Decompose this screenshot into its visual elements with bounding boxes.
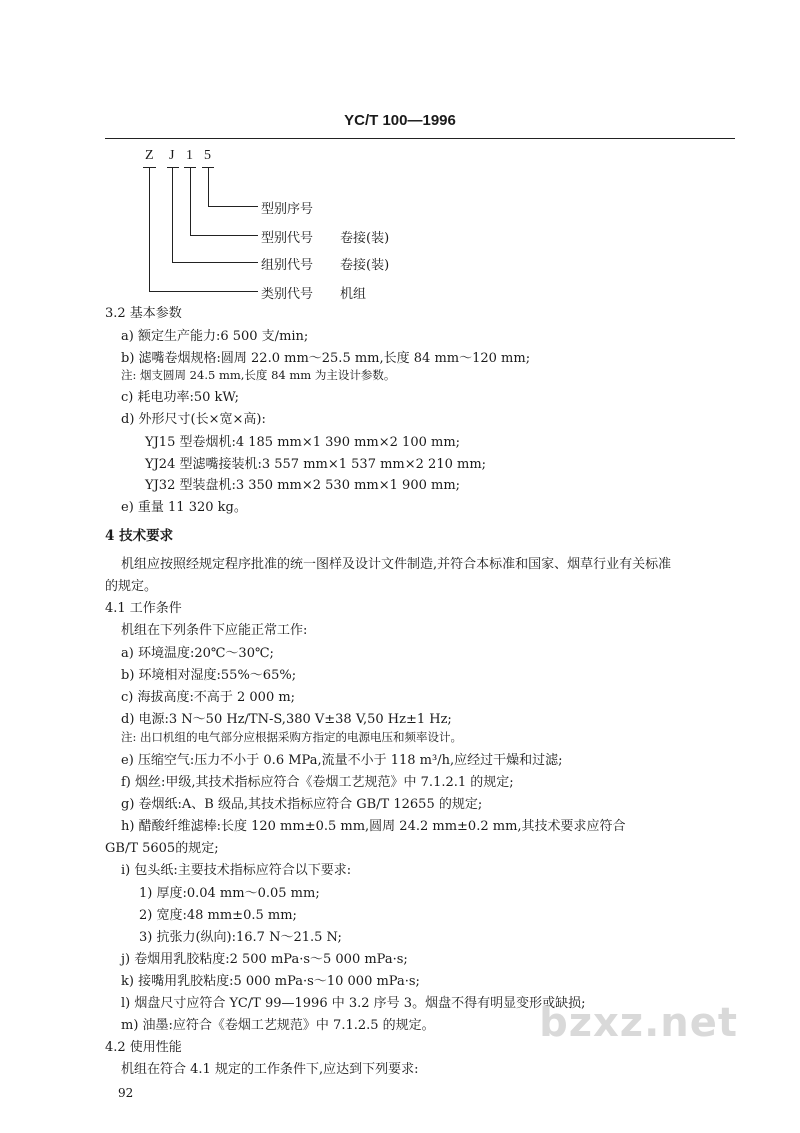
item-4-1-e: e) 压缩空气:压力不小于 0.6 MPa,流量不小于 118 m³/h,应经过干燥和过滤;	[121, 753, 563, 768]
code-letter-j: J	[169, 148, 175, 163]
leader-z-horizontal	[149, 291, 258, 292]
item-4-1-g: g) 卷烟纸:A、B 级品,其技术指标应符合 GB/T 12655 的规定;	[121, 797, 483, 812]
note-3-2: 注: 烟支圆周 24.5 mm,长度 84 mm 为主设计参数。	[121, 368, 396, 382]
item-4-1-k: k) 接嘴用乳胶粘度:5 000 mPa·s～10 000 mPa·s;	[121, 974, 420, 989]
item-4-1-c: c) 海拔高度:不高于 2 000 m;	[121, 690, 296, 705]
section-4-1-heading: 4.1 工作条件	[105, 601, 182, 616]
underline-j	[167, 167, 179, 168]
label-type-serial: 型别序号	[261, 202, 314, 217]
leader-1-horizontal	[190, 235, 258, 236]
section-4-paragraph-line1: 机组应按照经规定程序批准的统一图样及设计文件制造,并符合本标准和国家、烟草行业有关标准	[121, 557, 672, 572]
item-3-2-d: d) 外形尺寸(长×宽×高):	[121, 412, 266, 427]
leader-j-horizontal	[172, 262, 258, 263]
item-4-1-i2: 2) 宽度:48 mm±0.5 mm;	[139, 908, 297, 923]
item-4-1-m: m) 油墨:应符合《卷烟工艺规范》中 7.1.2.5 的规定。	[121, 1018, 435, 1033]
note-category-code: 机组	[340, 287, 367, 302]
item-3-2-b: b) 滤嘴卷烟规格:圆周 22.0 mm～25.5 mm,长度 84 mm～120 mm;	[121, 351, 531, 366]
item-3-2-d3: YJ32 型装盘机:3 350 mm×2 530 mm×1 900 mm;	[145, 478, 461, 493]
note-4-1: 注: 出口机组的电气部分应根据采购方指定的电源电压和频率设计。	[121, 730, 463, 744]
item-4-1-j: j) 卷烟用乳胶粘度:2 500 mPa·s～5 000 mPa·s;	[121, 952, 408, 967]
leader-j-vertical	[172, 168, 173, 262]
note-group-code: 卷接(装)	[340, 258, 390, 273]
item-4-1-i1: 1) 厚度:0.04 mm～0.05 mm;	[139, 886, 320, 901]
label-category-code: 类别代号	[261, 287, 314, 302]
section-3-2-heading: 3.2 基本参数	[105, 306, 182, 321]
item-3-2-c: c) 耗电功率:50 kW;	[121, 390, 240, 405]
leader-5-vertical	[208, 168, 209, 206]
leader-z-vertical	[149, 168, 150, 291]
note-type-code: 卷接(装)	[340, 231, 390, 246]
item-4-1-h-line2: GB/T 5605的规定;	[105, 841, 219, 856]
item-4-1-i3: 3) 抗张力(纵向):16.7 N～21.5 N;	[139, 930, 342, 945]
section-4-2-intro: 机组在符合 4.1 规定的工作条件下,应达到下列要求:	[121, 1062, 419, 1077]
section-4-2-heading: 4.2 使用性能	[105, 1040, 182, 1055]
item-4-1-i: i) 包头纸:主要技术指标应符合以下要求:	[121, 863, 352, 878]
item-3-2-a: a) 额定生产能力:6 500 支/min;	[121, 329, 309, 344]
code-letter-z: Z	[145, 148, 154, 163]
section-4-heading: 4 技术要求	[105, 528, 174, 544]
item-4-1-l: l) 烟盘尺寸应符合 YC/T 99—1996 中 3.2 序号 3。烟盘不得有明显变形或缺损;	[121, 996, 586, 1011]
leader-5-horizontal	[208, 206, 258, 207]
item-4-1-f: f) 烟丝:甲级,其技术指标应符合《卷烟工艺规范》中 7.1.2.1 的规定;	[121, 775, 514, 790]
watermark: bzxz.net	[539, 1000, 738, 1046]
code-letter-5: 5	[204, 148, 211, 163]
header-rule	[105, 138, 735, 139]
label-group-code: 组别代号	[261, 258, 314, 273]
section-4-1-intro: 机组在下列条件下应能正常工作:	[121, 623, 308, 638]
label-type-code: 型别代号	[261, 231, 314, 246]
item-4-1-a: a) 环境温度:20℃～30℃;	[121, 646, 274, 661]
section-4-paragraph-line2: 的规定。	[105, 579, 158, 594]
page-number: 92	[118, 1086, 134, 1100]
item-4-1-b: b) 环境相对湿度:55%～65%;	[121, 668, 297, 683]
item-3-2-e: e) 重量 11 320 kg。	[121, 500, 247, 515]
leader-1-vertical	[190, 168, 191, 235]
document-header: YC/T 100—1996	[344, 112, 456, 129]
code-letter-1: 1	[186, 148, 193, 163]
item-3-2-d1: YJ15 型卷烟机:4 185 mm×1 390 mm×2 100 mm;	[145, 435, 461, 450]
item-3-2-d2: YJ24 型滤嘴接装机:3 557 mm×1 537 mm×2 210 mm;	[145, 457, 487, 472]
item-4-1-d: d) 电源:3 N～50 Hz/TN-S,380 V±38 V,50 Hz±1 Hz;	[121, 712, 452, 727]
item-4-1-h-line1: h) 醋酸纤维滤棒:长度 120 mm±0.5 mm,圆周 24.2 mm±0.2 mm,其技术要求应符合	[121, 819, 626, 834]
